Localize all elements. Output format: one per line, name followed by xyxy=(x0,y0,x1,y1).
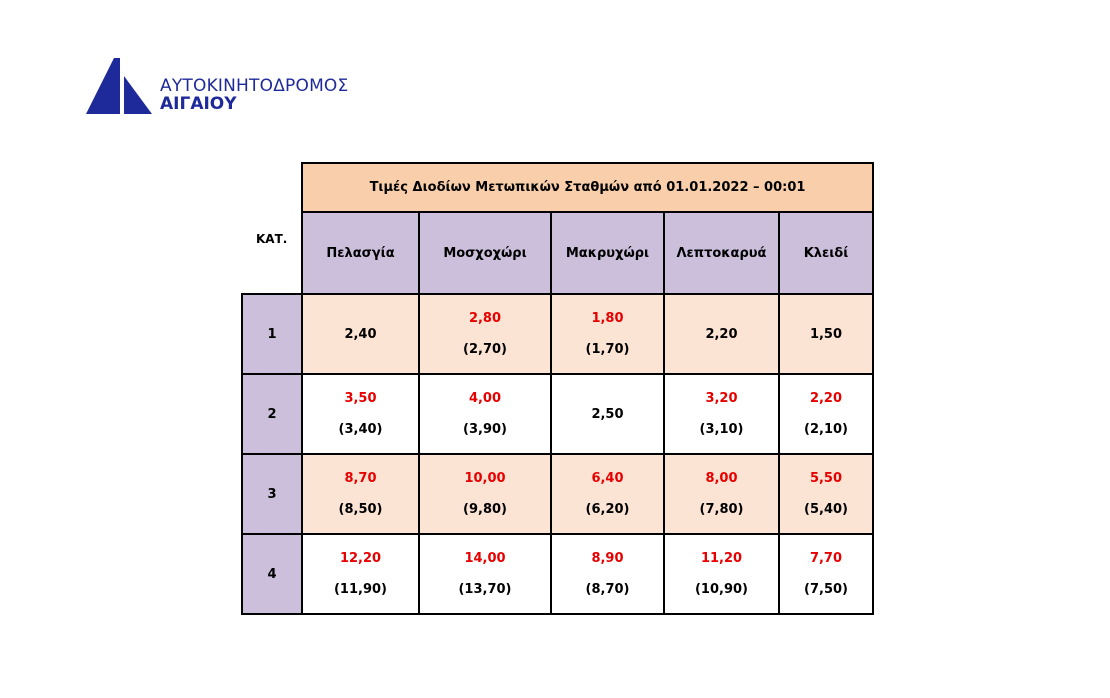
new-price: 7,70 xyxy=(809,551,843,566)
new-price: 14,00 xyxy=(464,551,506,566)
category-cell: 4 xyxy=(242,534,302,614)
previous-price: (1,70) xyxy=(585,342,630,357)
price-cell xyxy=(779,294,873,374)
price-cell xyxy=(302,294,419,374)
toll-price-table xyxy=(241,162,874,615)
new-price: 10,00 xyxy=(464,471,506,486)
price-cell xyxy=(551,374,664,454)
previous-price: (3,40) xyxy=(338,422,383,437)
new-price: 11,20 xyxy=(700,551,743,566)
new-price: 3,20 xyxy=(705,391,738,406)
price-cell xyxy=(664,294,779,374)
new-price: 8,90 xyxy=(591,551,624,566)
price-cell xyxy=(664,374,779,454)
price-cell xyxy=(419,534,551,614)
price-cell xyxy=(551,454,664,534)
table-title: Τιμές Διοδίων Μετωπικών Σταθμών από 01.01.2022 – 00:01 xyxy=(302,163,873,212)
previous-price: (13,70) xyxy=(458,582,512,597)
price-cell xyxy=(551,294,664,374)
new-price: 8,00 xyxy=(705,471,738,486)
previous-price: (7,80) xyxy=(699,502,744,517)
price-cell xyxy=(779,534,873,614)
logo-text xyxy=(160,78,348,113)
category-label: ΚΑΤ. xyxy=(256,232,288,246)
price-value: 1,50 xyxy=(809,326,843,342)
station-header-makrychori: Μακρυχώρι xyxy=(551,212,664,294)
table-row xyxy=(242,534,873,614)
new-price: 6,40 xyxy=(591,471,624,486)
price-cell xyxy=(664,454,779,534)
price-cell xyxy=(302,534,419,614)
previous-price: (8,50) xyxy=(338,502,383,517)
previous-price: (2,70) xyxy=(463,342,507,357)
table-row xyxy=(242,374,873,454)
previous-price: (10,90) xyxy=(694,582,748,597)
new-price: 2,80 xyxy=(468,311,502,326)
company-logo xyxy=(86,58,376,118)
station-header-pelasgia: Πελασγία xyxy=(302,212,419,294)
station-header-kleidi: Κλειδί xyxy=(779,212,873,294)
category-cell: 2 xyxy=(242,374,302,454)
new-price: 5,50 xyxy=(809,471,843,486)
station-header-leptokarya: Λεπτοκαρυά xyxy=(664,212,779,294)
new-price: 1,80 xyxy=(591,311,624,326)
previous-price: (8,70) xyxy=(585,582,630,597)
empty-corner xyxy=(242,163,302,212)
new-price: 8,70 xyxy=(344,471,377,486)
price-cell xyxy=(664,534,779,614)
category-cell: 1 xyxy=(242,294,302,374)
table-row xyxy=(242,294,873,374)
new-price: 3,50 xyxy=(344,391,377,406)
logo-triangle-icon xyxy=(86,58,152,116)
price-cell xyxy=(419,294,551,374)
new-price: 12,20 xyxy=(339,551,382,566)
logo-line1: ΑΥΤΟΚΙΝΗΤΟΔΡΟΜΟΣ xyxy=(160,76,349,96)
price-cell xyxy=(779,454,873,534)
logo-line2: ΑΙΓΑΙΟΥ xyxy=(160,94,237,114)
previous-price: (3,10) xyxy=(699,422,744,437)
price-cell xyxy=(419,374,551,454)
price-value: 2,20 xyxy=(705,326,738,342)
previous-price: (5,40) xyxy=(804,502,848,517)
price-cell xyxy=(779,374,873,454)
station-header-moschochori: Μοσχοχώρι xyxy=(419,212,551,294)
new-price: 2,20 xyxy=(809,391,843,406)
previous-price: (9,80) xyxy=(463,502,507,517)
empty-corner xyxy=(242,212,302,294)
previous-price: (2,10) xyxy=(804,422,848,437)
previous-price: (6,20) xyxy=(585,502,630,517)
previous-price: (3,90) xyxy=(463,422,507,437)
price-cell xyxy=(302,374,419,454)
table-row xyxy=(242,454,873,534)
price-value: 2,50 xyxy=(591,406,624,422)
price-cell xyxy=(419,454,551,534)
previous-price: (7,50) xyxy=(804,582,848,597)
price-cell xyxy=(551,534,664,614)
category-cell: 3 xyxy=(242,454,302,534)
price-value: 2,40 xyxy=(344,326,377,342)
previous-price: (11,90) xyxy=(333,582,387,597)
new-price: 4,00 xyxy=(468,391,502,406)
price-cell xyxy=(302,454,419,534)
